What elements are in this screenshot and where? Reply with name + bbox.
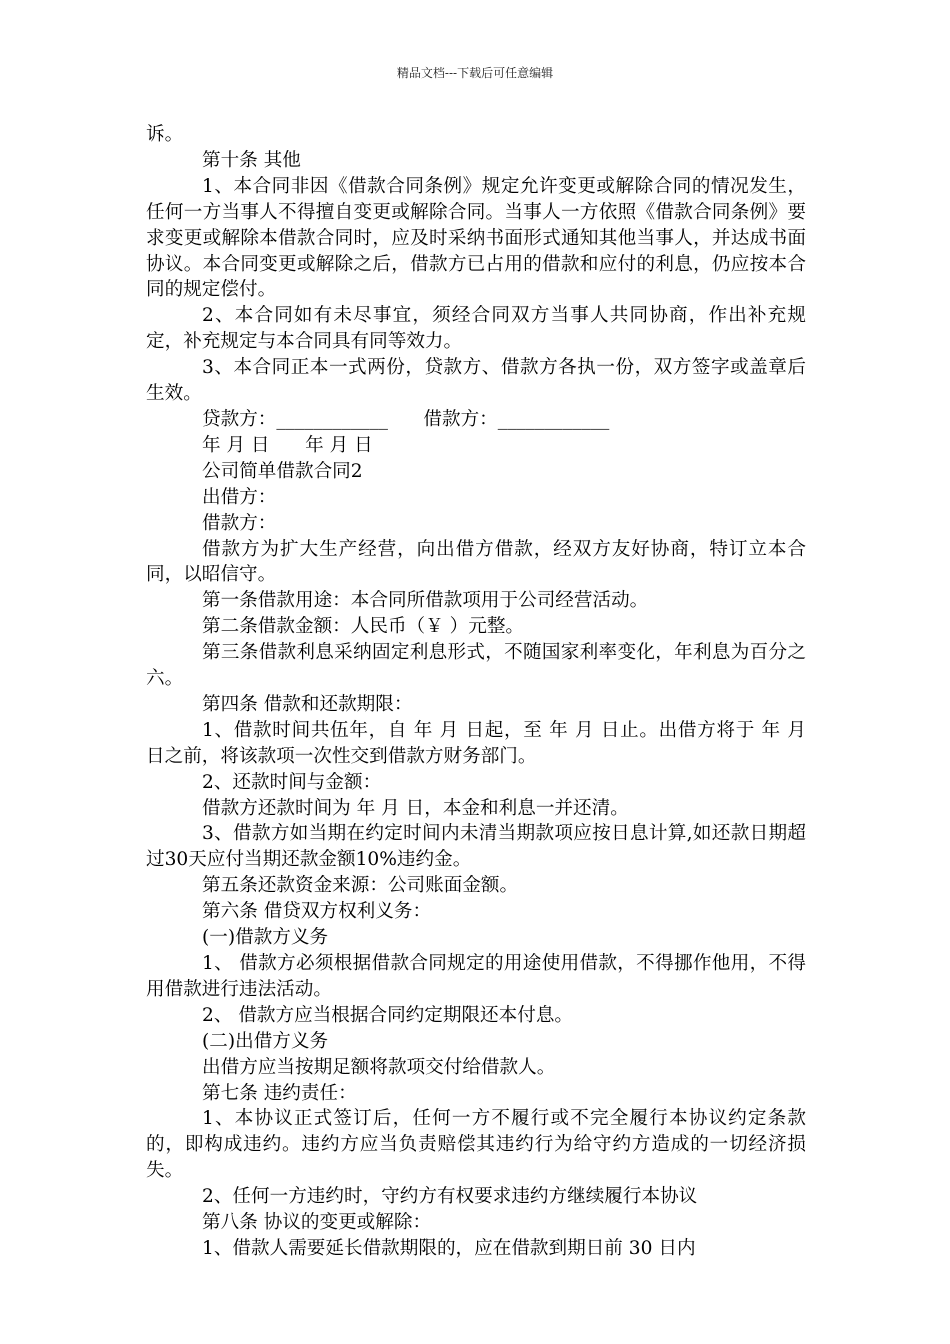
- paragraph: 1、 借款方必须根据借款合同规定的用途使用借款，不得挪作他用，不得用借款进行违法活动。: [146, 953, 806, 1000]
- paragraph: 2、 借款方应当根据合同约定期限还本付息。: [202, 1004, 574, 1026]
- paragraph: 2、本合同如有未尽事宜，须经合同双方当事人共同协商，作出补充规定，补充规定与本合同具有同等效力。: [146, 305, 806, 353]
- paragraph: 3、借款方如当期在约定时间内未清当期款项应按日息计算,如还款日期超过30天应付当期还款金额10%违约金。: [146, 823, 806, 871]
- paragraph: 第十条 其他: [202, 149, 301, 171]
- paragraph: 出借方：: [202, 486, 277, 508]
- paragraph: 借款方还款时间为 年 月 日，本金和利息一并还清。: [202, 797, 629, 819]
- paragraph: 年 月 日 年 月 日: [202, 434, 373, 456]
- paragraph: 第六条 借贷双方权利义务：: [202, 901, 432, 923]
- paragraph: 借款方：: [202, 512, 277, 534]
- paragraph: (二)出借方义务: [202, 1030, 329, 1052]
- paragraph: 2、任何一方违约时，守约方有权要求违约方继续履行本协议: [202, 1186, 698, 1208]
- paragraph: 第三条借款利息采纳固定利息形式，不随国家利率变化，年利息为百分之六。: [146, 642, 806, 690]
- paragraph: 1、本协议正式签订后，任何一方不履行或不完全履行本协议约定条款的，即构成违约。违约方应当负责赔偿其违约行为给守约方造成的一切经济损失。: [146, 1108, 806, 1182]
- paragraph: 第四条 借款和还款期限：: [202, 693, 413, 715]
- paragraph: 贷款方：____________ 借款方：____________: [202, 408, 610, 430]
- paragraph: (一)借款方义务: [202, 927, 329, 949]
- paragraph: 第二条借款金额：人民币（￥ ）元整。: [202, 616, 525, 638]
- page-header: 精品文档---下载后可任意编辑: [396, 66, 554, 80]
- paragraph: 公司简单借款合同2: [202, 460, 363, 482]
- paragraph: 2、还款时间与金额：: [202, 771, 382, 793]
- paragraph: 1、借款人需要延长借款期限的，应在借款到期日前 30 日内: [202, 1237, 696, 1259]
- paragraph: 3、本合同正本一式两份，贷款方、借款方各执一份，双方签字或盖章后生效。: [146, 357, 806, 405]
- paragraph: 第八条 协议的变更或解除：: [202, 1212, 432, 1234]
- paragraph: 第一条借款用途：本合同所借款项用于公司经营活动。: [202, 590, 649, 612]
- paragraph: 1、本合同非因《借款合同条例》规定允许变更或解除合同的情况发生，任何一方当事人不得擅自变更或解除合同。当事人一方依照《借款合同条例》要求变更或解除本借款合同时，应及时采纳书面形式通知其他当事人，并达成书面协议。本合同变更或解除之后，借款方已占用的借款和应付的利息，仍应按本合同的规定偿付。: [146, 175, 806, 301]
- paragraph: 出借方应当按期足额将款项交付给借款人。: [202, 1056, 556, 1078]
- paragraph: 第五条还款资金来源：公司账面金额。: [202, 875, 519, 897]
- paragraph: 诉。: [146, 124, 184, 145]
- paragraph: 借款方为扩大生产经营，向出借方借款，经双方友好协商，特订立本合同，以昭信守。: [146, 538, 806, 586]
- paragraph: 1、借款时间共伍年，自 年 月 日起，至 年 月 日止。出借方将于 年 月 日之前，将该款项一次性交到借款方财务部门。: [146, 719, 806, 767]
- paragraph: 第七条 违约责任：: [202, 1082, 357, 1104]
- document-body: [146, 122, 806, 1262]
